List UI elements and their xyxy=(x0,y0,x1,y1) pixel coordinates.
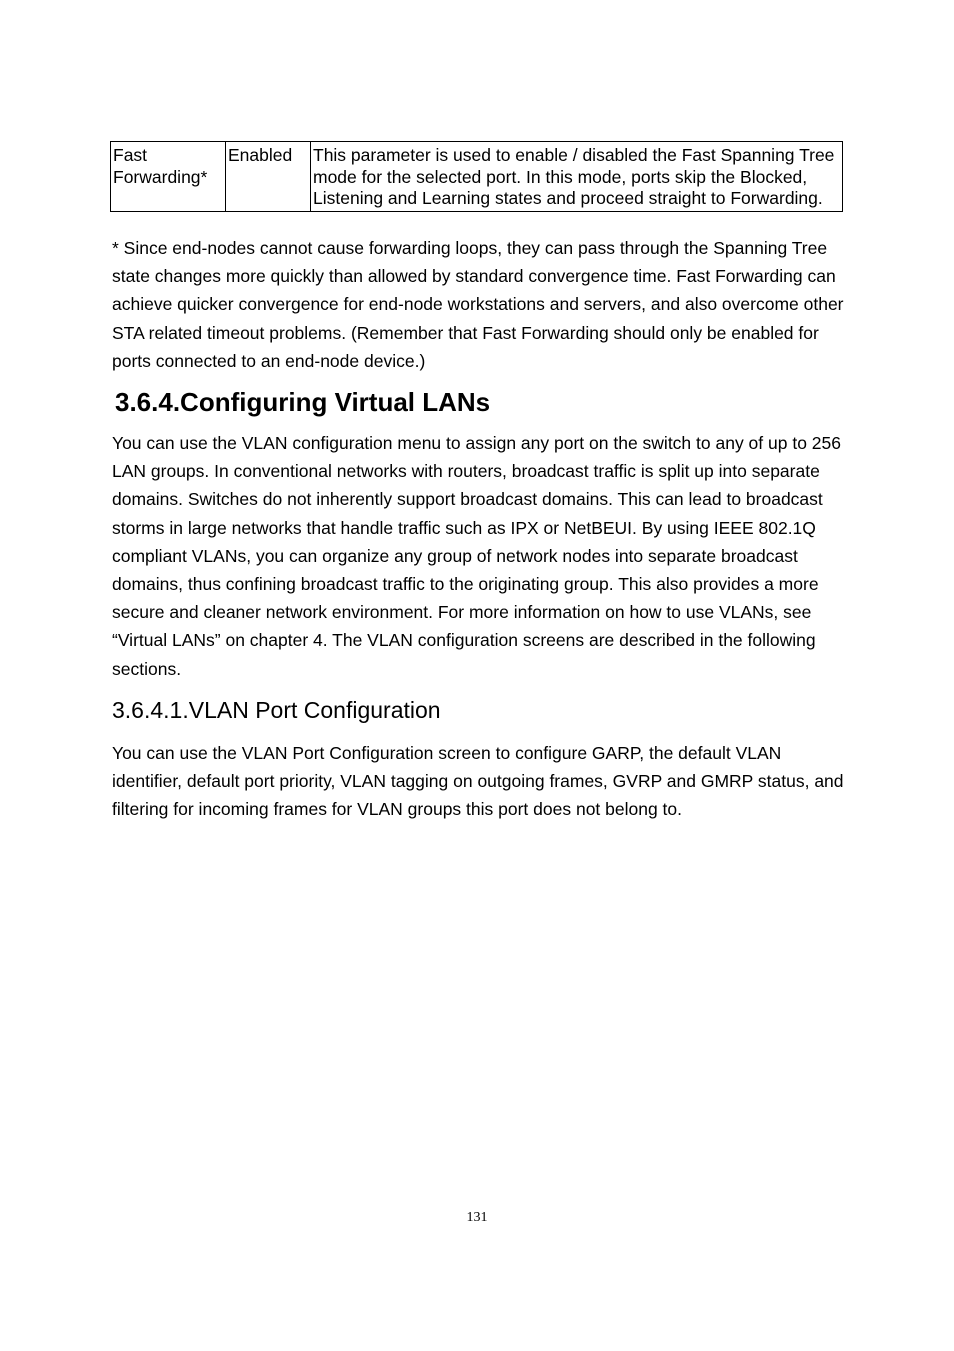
section-heading: 3.6.4.Configuring Virtual LANs xyxy=(115,387,491,417)
parameter-name-cell: Fast Forwarding* xyxy=(111,142,226,212)
section-paragraph: You can use the VLAN configuration menu to assign any port on the switch to any of up to 256 LAN groups. In conventional networks with routers, broadcast traffic is split up into separate domains. Switches do not inherently support broadcast domains. This can lead to broadcast storms in large networks that handle traffic such as IPX or NetBEUI. By using IEEE 802.1Q compliant VLANs, you can organize any group of network nodes into separate broadcast domains, thus confining broadcast traffic to the originating group. This also provides a more secure and cleaner network environment. For more information on how to use VLANs, see “Virtual LANs” on chapter 4. The VLAN configuration screens are described in the following sections. xyxy=(112,433,841,679)
parameter-table xyxy=(110,141,843,212)
default-value-cell: Enabled xyxy=(226,142,311,212)
footnote: * Since end-nodes cannot cause forwarding loops, they can pass through the Spanning Tree state changes more quickly than allowed by standard convergence time. Fast Forwarding can achieve quicker convergence for end-node workstations and servers, and also overcome other STA related timeout problems. (Remember that Fast Forwarding should only be enabled for ports connected to an end-node device.) xyxy=(112,238,844,371)
page-number: 131 xyxy=(466,1210,488,1225)
table-row xyxy=(111,142,843,212)
subsection-paragraph: You can use the VLAN Port Configuration screen to configure GARP, the default VLAN identifier, default port priority, VLAN tagging on outgoing frames, GVRP and GMRP status, and filtering for incoming frames for VLAN groups this port does not belong to. xyxy=(112,743,844,820)
subsection-heading: 3.6.4.1.VLAN Port Configuration xyxy=(112,697,441,723)
description-cell: This parameter is used to enable / disabled the Fast Spanning Tree mode for the selected port. In this mode, ports skip the Blocked, Listening and Learning states and proceed straight to Forwarding. xyxy=(311,142,843,212)
